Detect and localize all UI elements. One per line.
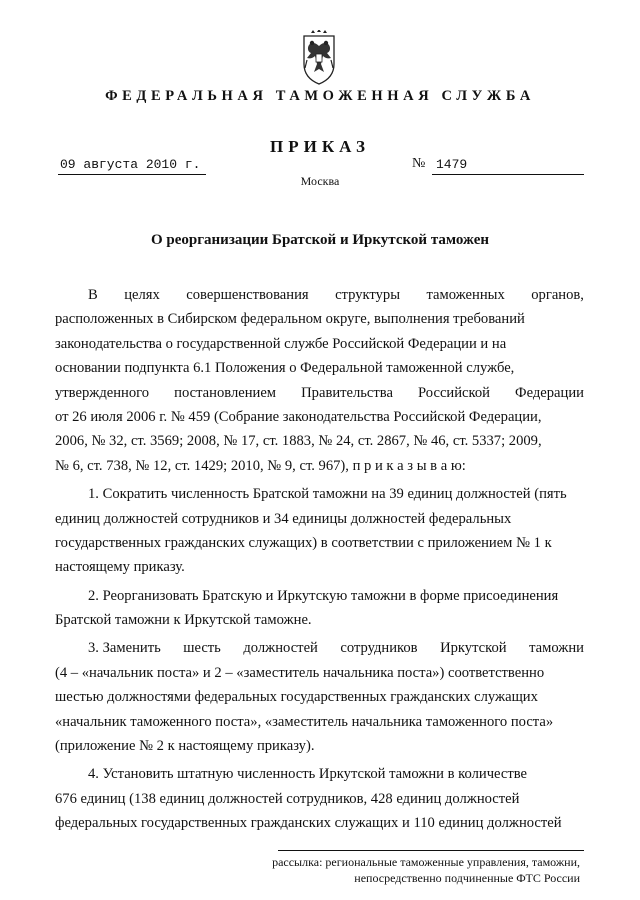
text-run: Иркутской [440,640,507,657]
paragraph-1-line [55,332,584,356]
order-number: 1479 [436,157,468,172]
paragraph-4-line [55,734,584,758]
paragraph-3-line [55,584,584,608]
paragraph-4-line [55,685,584,709]
paragraph-1-line [55,283,584,307]
paragraph-2-line [55,507,584,531]
text-run: 2. Реорганизовать Братскую и Иркутскую таможни в форме присоединения [88,587,559,604]
paragraph-1-line [55,356,584,380]
paragraph-4-line [55,661,584,685]
text-run: В [88,287,98,303]
paragraph-1-line [55,454,584,478]
text-run: шесть [183,640,221,657]
text-run: 1. Сократить численность Братской таможни на 39 единиц должностей (пять [88,486,567,503]
paragraph-4-line [55,636,584,660]
text-run: постановлением [174,384,277,401]
paragraph-1-line [55,405,584,429]
double-headed-eagle-emblem-icon [296,30,342,86]
text-run: таможенных [426,287,505,303]
text-run: от 26 июля 2006 г. № 459 (Собрание законодательства Российской Федерации, [55,408,542,425]
paragraph-5-line [55,762,584,786]
text-run: (4 – «начальник поста» и 2 – «заместитель начальника поста») соответственно [55,664,545,681]
order-number-label: № [412,156,426,171]
text-run: должностей [243,640,318,657]
text-run: государственных гражданских служащих) в соответствии с приложением № 1 к [55,534,552,551]
distribution-line-2: непосредственно подчиненные ФТС России [354,871,580,885]
paragraph-5-line [55,787,584,811]
paragraph-1-line [55,429,584,453]
text-run: Братской таможни к Иркутской таможне. [55,612,312,629]
text-run: расположенных в Сибирском федеральном округе, выполнения требований [55,311,525,328]
text-run: сотрудников [340,640,418,657]
text-run: настоящему приказу. [55,559,185,576]
paragraph-2-line [55,555,584,579]
paragraph-1-line [55,381,584,405]
text-run: Правительства [301,384,393,401]
text-run: совершенствования [186,287,309,303]
text-run: 3. Заменить [88,640,161,657]
order-date: 09 августа 2010 г. [60,157,201,172]
text-run: 4. Установить штатную численность Иркутской таможни в количестве [88,766,528,783]
paragraph-2-line [55,482,584,506]
text-run: 2006, № 32, ст. 3569; 2008, № 17, ст. 1883, № 24, ст. 2867, № 46, ст. 5337; 2009, [55,433,542,450]
paragraph-5-line [55,811,584,835]
paragraph-4-line [55,710,584,734]
text-run: (приложение № 2 к настоящему приказу). [55,738,315,755]
paragraph-3-line [55,608,584,632]
text-run: утвержденного [55,384,150,401]
order-subject: О реорганизации Братской и Иркутской таможен [150,232,490,248]
order-body [55,283,584,836]
text-run: основании подпункта 6.1 Положения о Федеральной таможенной службе, [55,360,515,377]
city: Москва [300,174,340,188]
text-run: структуры [335,287,400,303]
text-run: 676 единиц (138 единиц должностей сотрудников, 428 единиц должностей [55,790,520,807]
text-run: органов, [531,287,584,303]
paragraph-2-line [55,531,584,555]
text-run: таможни [529,640,584,657]
distribution-line-1: рассылка: региональные таможенные управления, таможни, [272,855,580,869]
text-run: Федерации [515,384,584,401]
text-run: федеральных государственных гражданских служащих и 110 единиц должностей [55,815,562,832]
text-run: № 6, ст. 738, № 12, ст. 1429; 2010, № 9, ст. 967), п р и к а з ы в а ю: [55,457,466,474]
paragraph-1-line [55,307,584,331]
text-run: «начальник таможенного поста», «заместитель начальника таможенного поста» [55,713,554,730]
agency-name: ФЕДЕРАЛЬНАЯ ТАМОЖЕННАЯ СЛУЖБА [105,88,535,104]
text-run: законодательства о государственной службе Российской Федерации и на [55,335,507,352]
text-run: Российской [418,384,490,401]
text-run: шестью должностями федеральных государственных гражданских служащих [55,689,538,706]
footer-divider [278,850,584,851]
text-run: целях [124,287,160,303]
document-type-title: ПРИКАЗ [270,137,370,156]
text-run: единиц должностей сотрудников и 34 единицы должностей федеральных [55,510,512,527]
